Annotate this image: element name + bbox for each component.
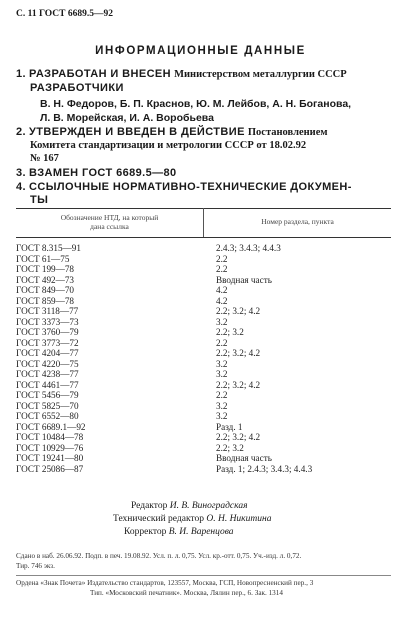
table-cell-document: ГОСТ 492—73 — [16, 274, 75, 285]
section-2-text-2: Комитета стандартизации и метрологии СССР от 18.02.92 — [30, 140, 307, 151]
table-cell-reference: 2.2; 3.2 — [216, 327, 244, 337]
section-1-subheading: РАЗРАБОТЧИКИ — [30, 82, 124, 94]
section-2-number: 2. — [16, 126, 26, 138]
table-header-col1-line2: дана ссылка — [90, 222, 129, 231]
table-cell-document: ГОСТ 4220—75 — [16, 358, 79, 369]
table-cell-reference: 3.2 — [216, 369, 228, 379]
table-column-references — [216, 243, 312, 474]
proofreader-name: В. И. Варенцова — [168, 527, 234, 537]
imprint-line-3: Ордена «Знак Почета» Издательство стандартов, 123557, Москва, ГСП, Новопресненский пер., 3 — [16, 579, 314, 587]
table-cell-document: ГОСТ 859—78 — [16, 295, 75, 306]
table-cell-document: ГОСТ 3760—79 — [16, 327, 79, 337]
table-cell-document: ГОСТ 4204—77 — [16, 348, 79, 358]
section-4-text-2: ТЫ — [30, 194, 49, 206]
page-header: С. 11 ГОСТ 6689.5—92 — [16, 9, 113, 19]
authors-line-2: Л. В. Морейская, И. А. Воробьева — [40, 112, 214, 124]
section-1-heading: РАЗРАБОТАН И ВНЕСЕН — [29, 68, 172, 80]
proofreader-line — [124, 526, 234, 539]
table-cell-reference: Вводная часть — [216, 453, 272, 463]
table-cell-reference: 2.2 — [216, 253, 228, 264]
section-1-number: 1. — [16, 68, 26, 80]
section-4-text: ССЫЛОЧНЫЕ НОРМАТИВНО-ТЕХНИЧЕСКИЕ ДОКУМЕН- — [29, 181, 352, 193]
table-cell-document: ГОСТ 8.315—91 — [16, 243, 81, 253]
table-cell-reference: 3.2 — [216, 316, 228, 327]
table-cell-reference: 2.2; 3.2 — [216, 442, 244, 453]
table-cell-reference: 2.2; 3.2; 4.2 — [216, 306, 261, 316]
table-cell-reference: 3.2 — [216, 400, 228, 411]
table-cell-document: ГОСТ 19241—80 — [16, 453, 84, 463]
section-1-text: Министерством металлургии СССР — [174, 69, 347, 80]
section-4 — [16, 180, 352, 195]
table-cell-document: ГОСТ 199—78 — [16, 264, 75, 274]
table-cell-document: ГОСТ 6552—80 — [16, 411, 79, 421]
imprint-rule — [16, 575, 391, 576]
table-cell-document: ГОСТ 25086—87 — [16, 463, 84, 474]
table-cell-document: ГОСТ 3373—73 — [16, 316, 79, 327]
table-cell-reference: 3.2 — [216, 358, 228, 369]
table-cell-reference: 2.2; 3.2; 4.2 — [216, 379, 261, 390]
proofreader-label: Корректор — [124, 527, 167, 537]
table-cell-document: ГОСТ 5825—70 — [16, 400, 79, 411]
section-4-number: 4. — [16, 181, 26, 193]
editor-line — [131, 500, 247, 513]
section-2-heading: УТВЕРЖДЕН И ВВЕДЕН В ДЕЙСТВИЕ — [29, 126, 245, 138]
table-cell-reference: Вводная часть — [216, 274, 272, 285]
table-cell-reference: 4.2 — [216, 295, 228, 306]
table-header-col1-line1: Обозначение НТД, на который — [60, 213, 159, 222]
imprint-line-4: Тип. «Московский печатник». Москва, Лялин пер., 6. Зак. 1314 — [90, 589, 283, 597]
section-1 — [16, 67, 347, 82]
imprint-line-2: Тир. 746 экз. — [16, 562, 55, 570]
table-cell-reference: 2.2 — [216, 264, 228, 274]
page-title: ИНФОРМАЦИОННЫЕ ДАННЫЕ — [95, 45, 306, 57]
authors-line-1: В. Н. Федоров, Б. П. Краснов, Ю. М. Лейбов, А. Н. Боганова, — [40, 98, 352, 110]
table-cell-reference: 3.2 — [216, 411, 228, 421]
table-cell-reference: 2.2; 3.2; 4.2 — [216, 348, 261, 358]
table-cell-document: ГОСТ 4461—77 — [16, 379, 79, 390]
editor-name: И. В. Виноградская — [169, 501, 248, 511]
table-cell-reference: 2.2 — [216, 337, 228, 348]
editor-label: Редактор — [131, 501, 168, 511]
table-cell-document: ГОСТ 4238—77 — [16, 369, 79, 379]
section-3-number: 3. — [16, 167, 26, 179]
table-cell-document: ГОСТ 10929—76 — [16, 442, 84, 453]
table-cell-reference: 2.2; 3.2; 4.2 — [216, 432, 261, 442]
section-2-text: Постановлением — [247, 127, 328, 138]
table-column-documents — [16, 243, 86, 474]
tech-editor-line — [113, 513, 271, 526]
table-cell-document: ГОСТ 6689.1—92 — [16, 421, 86, 432]
table-cell-document: ГОСТ 61—75 — [16, 253, 70, 264]
table-cell-document: ГОСТ 5456—79 — [16, 390, 79, 400]
section-2-text-3: № 167 — [30, 153, 59, 164]
table-header-col1 — [16, 213, 203, 231]
section-3 — [16, 166, 177, 181]
imprint-line-1: Сдано в наб. 26.06.92. Подп. в печ. 19.08.92. Усл. п. л. 0,75. Усл. кр.-отт. 0,75. Уч.-изд. л. 0,72. — [16, 552, 302, 560]
table-header-col2: Номер раздела, пункта — [261, 217, 334, 226]
section-2 — [16, 125, 328, 140]
table-cell-reference: 4.2 — [216, 285, 228, 295]
table-cell-reference: Разд. 1 — [216, 421, 243, 432]
tech-editor-label: Технический редактор — [113, 514, 204, 524]
table-cell-document: ГОСТ 10484—78 — [16, 432, 84, 442]
table-cell-reference: Разд. 1; 2.4.3; 3.4.3; 4.4.3 — [216, 463, 313, 474]
table-header-rule — [16, 237, 391, 238]
table-cell-document: ГОСТ 3773—72 — [16, 337, 79, 348]
table-cell-document: ГОСТ 849—70 — [16, 285, 75, 295]
section-3-text: ВЗАМЕН ГОСТ 6689.5—80 — [29, 167, 177, 179]
table-cell-document: ГОСТ 3118—77 — [16, 306, 79, 316]
table-cell-reference: 2.4.3; 3.4.3; 4.4.3 — [216, 243, 281, 253]
tech-editor-name: О. Н. Никитина — [206, 514, 272, 524]
table-cell-reference: 2.2 — [216, 390, 228, 400]
